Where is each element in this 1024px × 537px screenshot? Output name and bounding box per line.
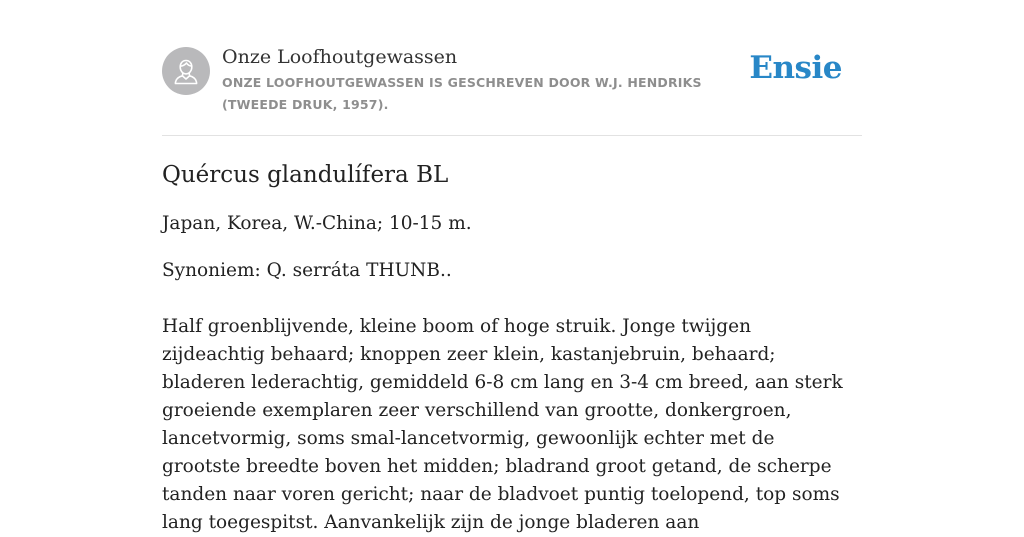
entry-title: Quércus glandulífera BL — [162, 162, 449, 188]
entry-content — [162, 160, 852, 537]
brand-logo[interactable]: Ensie — [749, 50, 842, 86]
entry-synonym: Synoniem: Q. serráta THUNB.. — [162, 260, 452, 281]
book-header — [162, 46, 862, 136]
header-divider — [162, 135, 862, 136]
book-title[interactable]: Onze Loofhoutgewassen — [222, 46, 458, 68]
book-description: ONZE LOOFHOUTGEWASSEN IS GESCHREVEN DOOR W.J. HENDRIKS (TWEEDE DRUK, 1957). — [222, 75, 702, 112]
entry-range: Japan, Korea, W.-China; 10-15 m. — [162, 213, 472, 234]
entry-description: Half groenblijvende, kleine boom of hoge struik. Jonge twijgen zijdeachtig behaard; knoppen zeer klein, kastanjebruin, behaard; bladeren lederachtig, gemiddeld 6-8 cm lang en 3-4 cm breed, aan sterk groeiende exemplaren zeer verschillend van grootte, donkergroen, lancetvormig, soms smal-lancetvormig, gewoonlijk echter met de grootste breedte boven het midden; bladrand groot getand, de scherpe tanden naar voren gericht; naar de bladvoet puntig toelopend, top soms lang toegespitst. Aanvankelijk zijn de jonge bladeren aan — [162, 316, 843, 533]
user-silhouette-icon[interactable] — [162, 47, 210, 95]
